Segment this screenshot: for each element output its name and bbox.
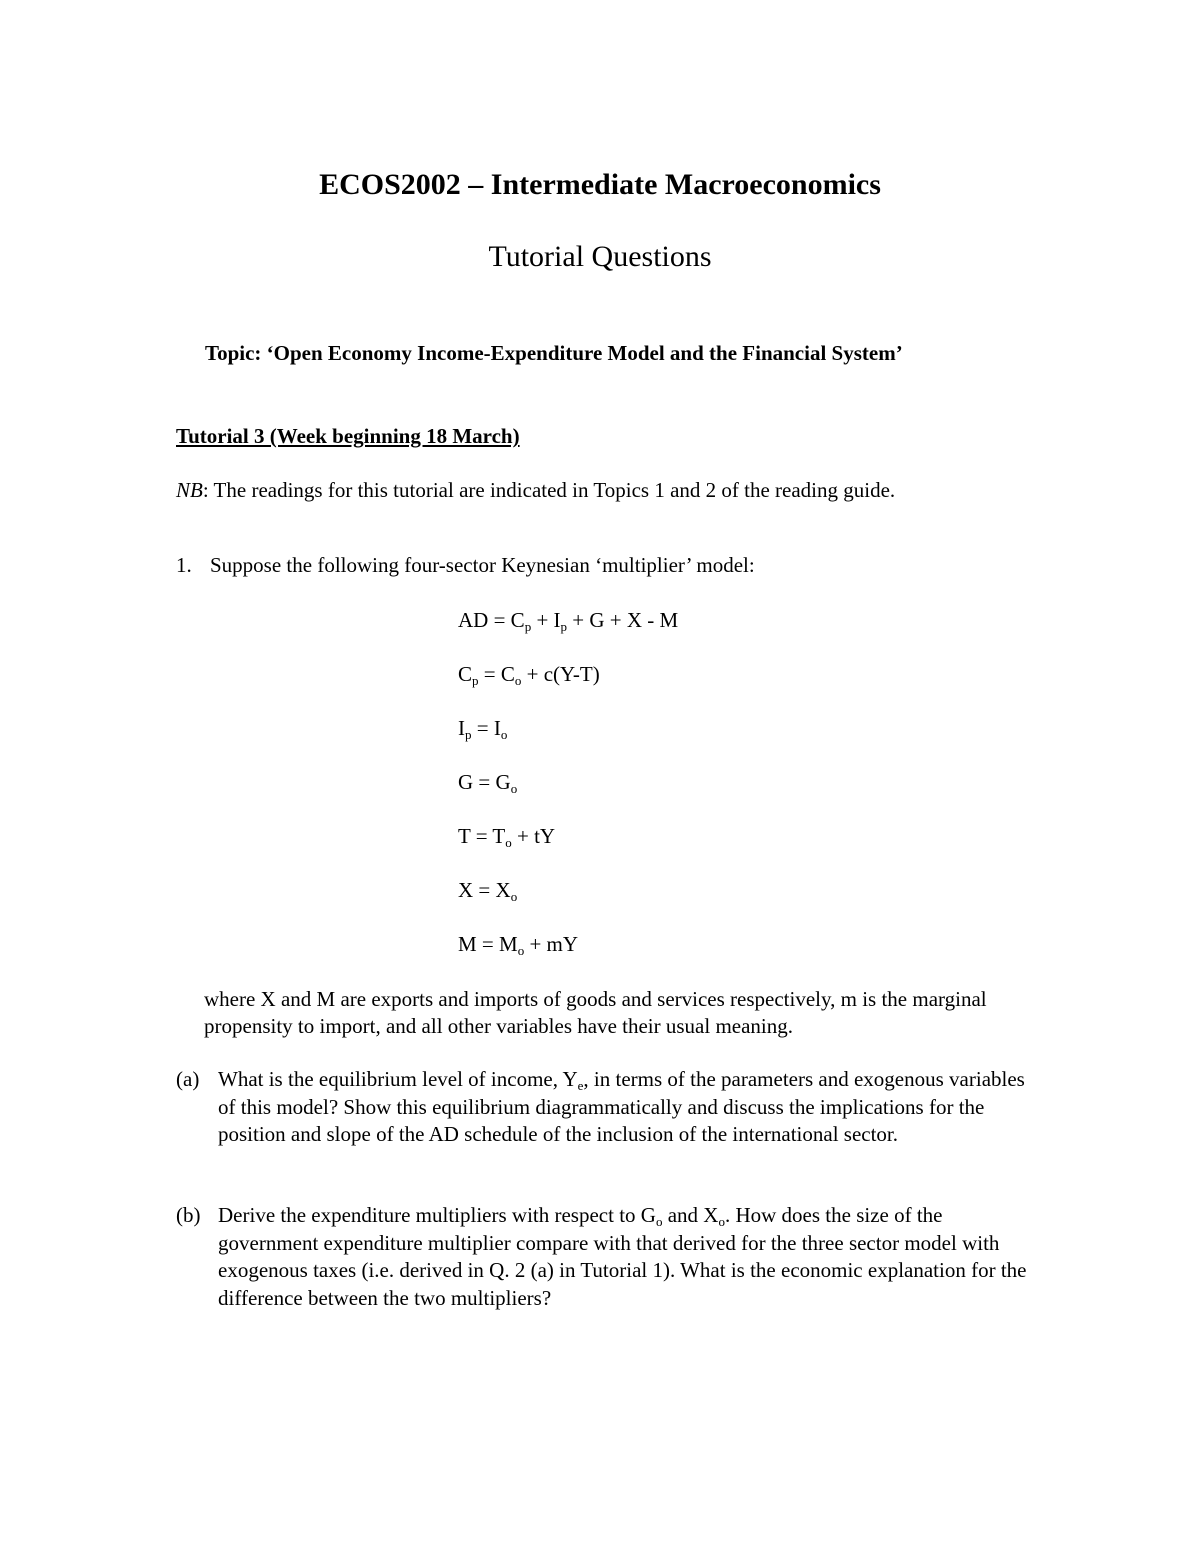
eq-part: + mY: [524, 932, 579, 956]
eq-part: M = M: [458, 932, 518, 956]
part-text: What is the equilibrium level of income, Y: [218, 1067, 578, 1091]
eq-subscript: o: [510, 889, 518, 904]
eq-part: X = X: [458, 878, 511, 902]
topic-line: [205, 341, 903, 366]
nb-note: [176, 478, 895, 503]
eq-part: AD = C: [458, 608, 525, 632]
question-number: 1.: [176, 553, 192, 577]
part-a-text: [218, 1066, 1036, 1149]
part-text: Derive the expenditure multipliers with respect to G: [218, 1203, 656, 1227]
part-subscript: e: [577, 1078, 584, 1093]
nb-label: NB: [176, 478, 203, 502]
document-subtitle: Tutorial Questions: [488, 240, 712, 273]
equation-ad: [458, 608, 678, 633]
equation-g: [458, 770, 517, 795]
eq-part: + c(Y-T): [521, 662, 600, 686]
eq-part: + tY: [511, 824, 556, 848]
part-b-label: (b): [176, 1203, 201, 1227]
equation-t: [458, 824, 555, 849]
topic-text: Topic: ‘Open Economy Income-Expenditure Model and the Financial System’: [205, 341, 903, 365]
part-a: [176, 1066, 1036, 1149]
equation-m: [458, 932, 578, 957]
eq-subscript: o: [514, 673, 522, 688]
eq-subscript: p: [524, 619, 532, 634]
eq-part: G = G: [458, 770, 511, 794]
part-subscript: o: [718, 1214, 725, 1229]
eq-part: + G + X - M: [567, 608, 679, 632]
equation-cp: [458, 662, 600, 687]
question-1: [176, 553, 755, 578]
part-b: [176, 1202, 1036, 1312]
part-b-text: [218, 1202, 1036, 1312]
eq-part: = C: [478, 662, 515, 686]
document-title: ECOS2002 – Intermediate Macroeconomics: [319, 168, 881, 201]
nb-text: : The readings for this tutorial are indicated in Topics 1 and 2 of the reading guide.: [202, 478, 896, 502]
part-subscript: o: [655, 1214, 663, 1229]
part-a-label: (a): [176, 1067, 200, 1091]
eq-subscript: p: [472, 673, 479, 688]
equation-x: [458, 878, 517, 903]
eq-part: C: [458, 662, 473, 686]
part-text: , in terms of the parameters and exogenous variables of this model? Show this equilibrium diagrammatically and discuss the implications for the position and slope of the AD schedule of the inclusion of the international sector.: [218, 1067, 1025, 1146]
part-text: and X: [662, 1203, 719, 1227]
question-text: Suppose the following four-sector Keynesian ‘multiplier’ model:: [210, 553, 755, 577]
eq-part: = I: [471, 716, 501, 740]
eq-part: + I: [531, 608, 561, 632]
tutorial-heading: Tutorial 3 (Week beginning 18 March): [176, 424, 520, 448]
equation-ip: [458, 716, 507, 741]
eq-part: I: [458, 716, 465, 740]
eq-subscript: o: [510, 781, 518, 796]
where-paragraph: where X and M are exports and imports of goods and services respectively, m is the marginal propensity to import, and all other variables have their usual meaning.: [204, 987, 987, 1038]
eq-part: T = T: [458, 824, 506, 848]
part-text: . How does the size of the government expenditure multiplier compare with that derived for the three sector model with exogenous taxes (i.e. derived in Q. 2 (a) in Tutorial 1). What is the economic explanation for the difference between the two multipliers?: [218, 1203, 1027, 1310]
eq-subscript: o: [500, 727, 508, 742]
eq-subscript: o: [505, 835, 512, 850]
eq-subscript: p: [560, 619, 568, 634]
eq-subscript: o: [517, 943, 525, 958]
eq-subscript: p: [465, 727, 472, 742]
